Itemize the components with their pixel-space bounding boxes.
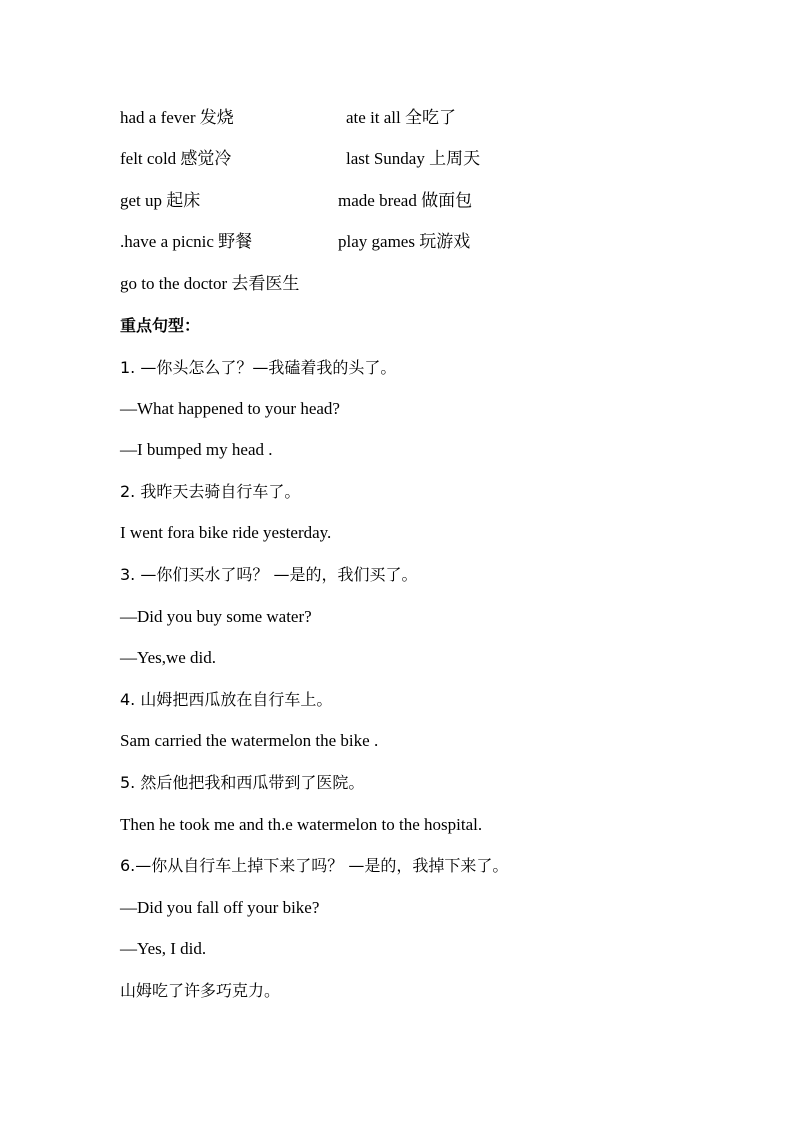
vocab-left-4: .have a picnic 野餐 [120, 232, 253, 251]
vocab-left-3: get up 起床 [120, 191, 201, 210]
vocab-left-5: go to the doctor 去看医生 [120, 274, 300, 293]
sentence-6-cn: 6.—你从自行车上掉下来了吗？ —是的，我掉下来了。 [120, 856, 509, 875]
sentence-4-cn: 4. 山姆把西瓜放在自行车上。 [120, 690, 333, 709]
vocab-right-1: ate it all 全吃了 [346, 108, 457, 127]
sentence-5-cn: 5. 然后他把我和西瓜带到了医院。 [120, 773, 365, 792]
sentence-3-en-1: —Did you buy some water? [120, 607, 312, 626]
sentence-1-en-2: —I bumped my head . [120, 440, 273, 459]
sentence-1-en-1: —What happened to your head? [120, 399, 340, 418]
sentence-6-en-1: —Did you fall off your bike? [120, 898, 320, 917]
sentence-3-cn: 3. —你们买水了吗？ —是的，我们买了。 [120, 565, 418, 584]
vocab-right-3: made bread 做面包 [338, 191, 473, 210]
sentence-2-cn: 2. 我昨天去骑自行车了。 [120, 482, 301, 501]
sentence-3-en-2: —Yes,we did. [120, 648, 217, 667]
vocab-left-2: felt cold 感觉冷 [120, 149, 232, 168]
sentence-6-en-2: —Yes, I did. [120, 939, 207, 958]
sentence-4-en-1: Sam carried the watermelon the bike . [120, 731, 379, 750]
sentence-1-cn: 1. —你头怎么了？—我磕着我的头了。 [120, 358, 397, 377]
vocab-left-1: had a fever 发烧 [120, 108, 234, 127]
sentence-2-en-1: I went fora bike ride yesterday. [120, 523, 332, 542]
sentence-5-en-1: Then he took me and th.e watermelon to the hospital. [120, 815, 483, 834]
vocab-right-4: play games 玩游戏 [338, 232, 471, 251]
section-title: 重点句型： [120, 316, 201, 335]
last-line: 山姆吃了许多巧克力。 [120, 981, 281, 1000]
vocab-right-2: last Sunday 上周天 [346, 149, 481, 168]
